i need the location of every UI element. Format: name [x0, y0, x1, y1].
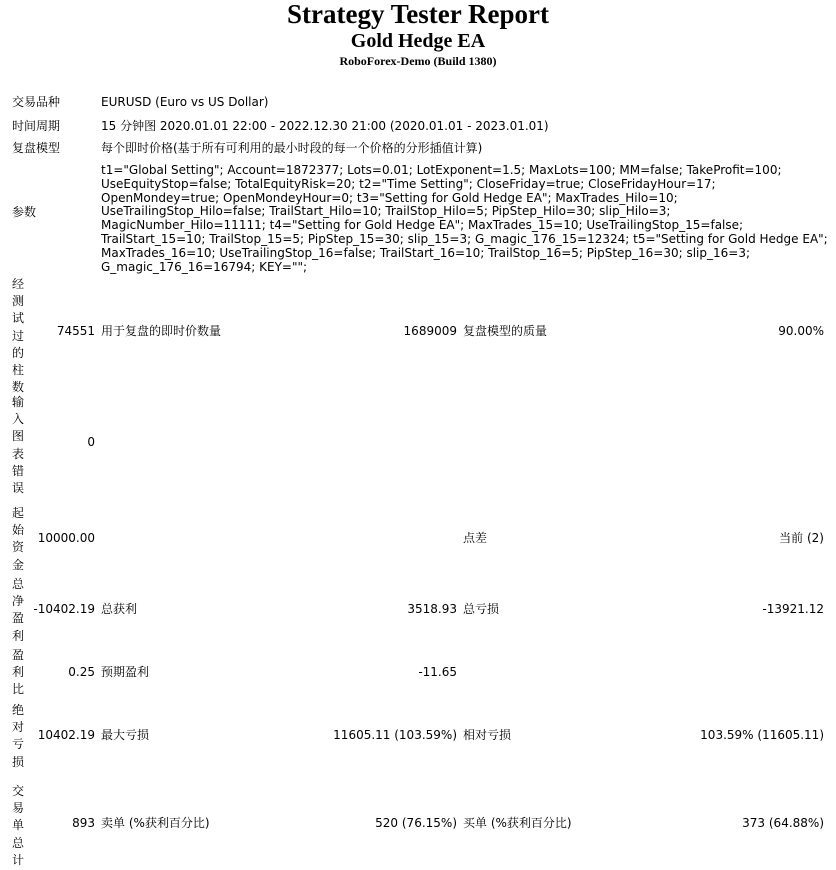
- params-value: t1="Global Setting"; Account=1872377; Lots=0.01; LotExponent=1.5; MaxLots=100; MM=false; TakeProfit=100; UseEquityStop=false; TotalEquityRisk=20; t2="Time Setting"; CloseFriday=true; CloseFridayHour=17; OpenMondey=true; OpenMondeyHour=0; t3="Setting for Gold Hedge EA"; MaxTrades_Hilo=10; UseTrailingStop_Hilo=false; TrailStart_Hilo=10; TrailStop_Hilo=5; PipStep_Hilo=30; slip_Hilo=3; MagicNumber_Hilo=11111; t4="Setting for Gold Hedge EA"; MaxTrades_15=10; UseTrailingStop_15=false; TrailStart_15=10; TrailStop_15=5; PipStep_15=30; slip_15=3; G_magic_176_15=12324; t5="Setting for Gold Hedge EA"; MaxTrades_16=10; UseTrailingStop_16=false; TrailStart_16=10; TrailStop_16=5; PipStep_16=30; slip_16=3; G_magic_176_16=16794; KEY="";: [101, 163, 828, 274]
- symbol-value: EURUSD (Euro vs US Dollar): [101, 95, 269, 109]
- server-build: RoboForex-Demo (Build 1380): [339, 54, 497, 68]
- ea-name: Gold Hedge EA: [350, 30, 486, 52]
- net-profit-label: 总净盈利: [12, 577, 25, 643]
- errors-value: 0: [87, 435, 95, 449]
- bars-label: 经测试过的柱数: [12, 277, 25, 395]
- model-value: 每个即时价格(基于所有可利用的最小时段的每一个价格的分形插值计算): [101, 141, 483, 155]
- spread-label: 点差: [463, 531, 488, 545]
- ticks-value: 1689009: [403, 324, 457, 338]
- deposit-value: 10000.00: [37, 531, 95, 545]
- rel-drawdown-label: 相对亏损: [463, 728, 512, 742]
- total-trades-label: 交易单总计: [12, 784, 25, 867]
- spread-value: 当前 (2): [779, 531, 824, 545]
- expected-payoff-value: -11.65: [418, 665, 457, 679]
- max-drawdown-label: 最大亏损: [101, 728, 150, 742]
- bars-value: 74551: [56, 324, 95, 338]
- abs-drawdown-label: 绝对亏损: [12, 703, 25, 769]
- quality-label: 复盘模型的质量: [463, 324, 548, 338]
- rel-drawdown-value: 103.59% (11605.11): [700, 728, 824, 742]
- period-label: 时间周期: [12, 119, 61, 133]
- profit-factor-label: 盈利比: [12, 648, 25, 697]
- symbol-label: 交易品种: [12, 95, 61, 109]
- long-positions-label: 买单 (%获利百分比): [463, 816, 572, 830]
- short-positions-label: 卖单 (%获利百分比): [101, 816, 210, 830]
- ticks-label: 用于复盘的即时价数量: [101, 324, 222, 338]
- gross-profit-label: 总获利: [101, 602, 138, 616]
- period-value: 15 分钟图 2020.01.01 22:00 - 2022.12.30 21:00 (2020.01.01 - 2023.01.01): [101, 119, 549, 133]
- params-label: 参数: [12, 205, 37, 219]
- report-title: Strategy Tester Report: [287, 0, 549, 29]
- long-positions-value: 373 (64.88%): [742, 816, 824, 830]
- total-trades-value: 893: [72, 816, 95, 830]
- max-drawdown-value: 11605.11 (103.59%): [333, 728, 457, 742]
- gross-profit-value: 3518.93: [407, 602, 457, 616]
- errors-label: 输入图表错误: [12, 395, 25, 496]
- gross-loss-label: 总亏损: [463, 602, 500, 616]
- gross-loss-value: -13921.12: [762, 602, 824, 616]
- model-label: 复盘模型: [12, 141, 61, 155]
- short-positions-value: 520 (76.15%): [375, 816, 457, 830]
- expected-payoff-label: 预期盈利: [101, 665, 150, 679]
- deposit-label: 起始资金: [12, 506, 25, 572]
- net-profit-value: -10402.19: [33, 602, 95, 616]
- quality-value: 90.00%: [778, 324, 824, 338]
- abs-drawdown-value: 10402.19: [37, 728, 95, 742]
- profit-factor-value: 0.25: [68, 665, 95, 679]
